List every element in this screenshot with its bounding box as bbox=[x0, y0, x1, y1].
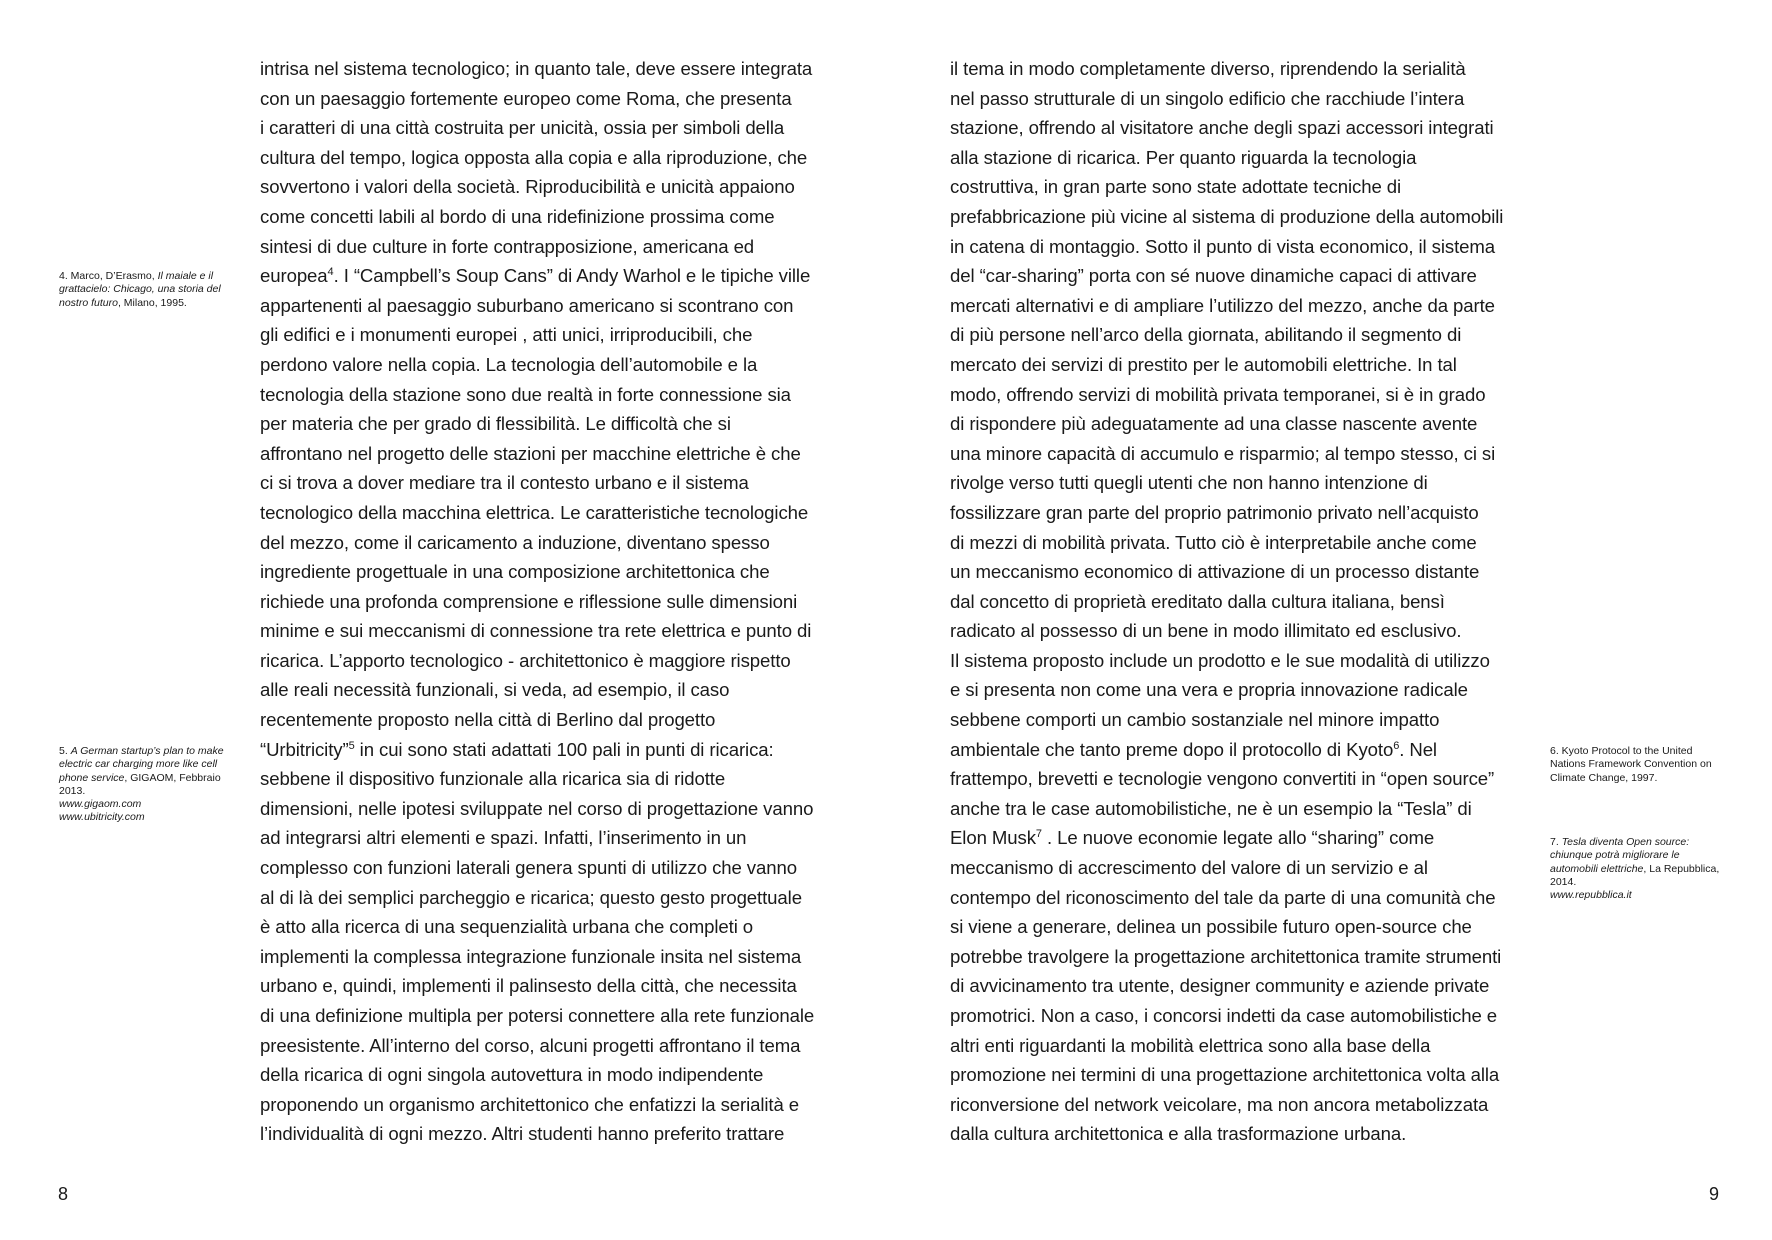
text-line: ingrediente progettuale in una composizione architettonica che bbox=[260, 561, 770, 583]
text-line: i caratteri di una città costruita per unicità, ossia per simboli della bbox=[260, 117, 785, 139]
text-fragment: europea bbox=[260, 265, 328, 287]
text-line: complesso con funzioni laterali genera spunti di utilizzo che vanno bbox=[260, 857, 797, 879]
left-column-body bbox=[260, 54, 835, 1149]
footnote-details: , La Repubblica, 2014. bbox=[1550, 862, 1720, 888]
text-line: tecnologia della stazione sono due realtà in forte connessione sia bbox=[260, 383, 791, 405]
text-line: nel passo strutturale di un singolo edificio che racchiude l’intera bbox=[950, 87, 1465, 109]
footnote-5 bbox=[59, 745, 234, 825]
text-line: del “car-sharing” porta con sé nuove dinamiche capaci di attivare bbox=[950, 265, 1477, 287]
footnote-6 bbox=[1550, 745, 1725, 785]
text-line: con un paesaggio fortemente europeo come Roma, che presenta bbox=[260, 87, 792, 109]
footnote-number: 7. bbox=[1550, 836, 1562, 848]
text-line: ci si trova a dover mediare tra il contesto urbano e il sistema bbox=[260, 472, 749, 494]
page-number-left: 8 bbox=[58, 1184, 69, 1204]
page-number-right: 9 bbox=[1709, 1184, 1720, 1204]
text-line: ricarica. L’apporto tecnologico - architettonico è maggiore rispetto bbox=[260, 649, 791, 671]
text-line: per materia che per grado di flessibilità. Le difficoltà che si bbox=[260, 413, 731, 435]
text-line: dimensioni, nelle ipotesi sviluppate nel corso di progettazione vanno bbox=[260, 797, 814, 819]
right-column-body bbox=[950, 54, 1530, 1149]
text-line: promotrici. Non a caso, i concorsi indetti da case automobilistiche e bbox=[950, 1005, 1498, 1026]
text-line: modo, offrendo servizi di mobilità privata temporanei, si è in grado bbox=[950, 383, 1486, 405]
text-line: tecnologico della macchina elettrica. Le caratteristiche tecnologiche bbox=[260, 501, 809, 523]
text-line: implementi la complessa integrazione funzionale insita nel sistema bbox=[260, 945, 802, 967]
text-line: il tema in modo completamente diverso, riprendendo la serialità bbox=[950, 58, 1466, 79]
text-line: sintesi di due culture in forte contrapposizione, americana ed bbox=[260, 235, 755, 257]
text-line: rivolge verso tutti quegli utenti che non hanno intenzione di bbox=[950, 472, 1428, 494]
text-fragment: ambientale che tanto preme dopo il protocollo di Kyoto bbox=[950, 738, 1394, 760]
footnote-number: 5. bbox=[59, 745, 71, 757]
text-line: un meccanismo economico di attivazione di un processo distante bbox=[950, 561, 1480, 583]
footnote-details: , GIGAOM, Febbraio 2013. bbox=[59, 771, 221, 797]
text-line bbox=[950, 735, 1530, 765]
footnote-link-ubitricity[interactable]: www.ubitricity.com bbox=[59, 811, 145, 824]
text-line: fossilizzare gran parte del proprio patrimonio privato nell’acquisto bbox=[950, 501, 1479, 523]
text-line: di più persone nell’arco della giornata, abilitando il segmento di bbox=[950, 324, 1462, 346]
text-fragment: . I “Campbell’s Soup Cans” di Andy Warhol e le tipiche ville bbox=[333, 265, 811, 287]
text-line: radicato al possesso di un bene in modo illimitato ed esclusivo. bbox=[950, 620, 1462, 642]
text-line: altri enti riguardanti la mobilità elettrica sono alla base della bbox=[950, 1034, 1431, 1056]
text-line: come concetti labili al bordo di una ridefinizione prossima come bbox=[260, 205, 775, 227]
text-line: una minore capacità di accumulo e risparmio; al tempo stesso, ci si bbox=[950, 442, 1496, 464]
text-line: in catena di montaggio. Sotto il punto di vista economico, il sistema bbox=[950, 235, 1496, 257]
footnote-ref-4[interactable]: 4 bbox=[327, 265, 334, 278]
text-line: alla stazione di ricarica. Per quanto riguarda la tecnologia bbox=[950, 146, 1417, 168]
text-line: al di là dei semplici parcheggio e ricarica; questo gesto progettuale bbox=[260, 886, 802, 908]
text-line: recentemente proposto nella città di Berlino dal progetto bbox=[260, 709, 716, 731]
text-line: dal concetto di proprietà ereditato dalla cultura italiana, bensì bbox=[950, 590, 1445, 612]
text-line: cultura del tempo, logica opposta alla copia e alla riproduzione, che bbox=[260, 146, 808, 168]
text-line: sebbene il dispositivo funzionale alla ricarica sia di ridotte bbox=[260, 768, 726, 790]
text-line: contempo del riconoscimento del tale da parte di una comunità che bbox=[950, 886, 1496, 908]
footnote-title: Tesla diventa Open source: chiunque potrà migliorare le automobili elettriche bbox=[1550, 836, 1690, 875]
footnote-ref-6[interactable]: 6 bbox=[1393, 739, 1400, 752]
footnote-number: 4. Marco, D’Erasmo, bbox=[59, 270, 158, 282]
footnote-ref-7[interactable]: 7 bbox=[1035, 828, 1042, 841]
text-line: della ricarica di ogni singola autovettura in modo indipendente bbox=[260, 1064, 764, 1086]
text-line: urbano e, quindi, implementi il palinsesto della città, che necessita bbox=[260, 975, 797, 997]
text-line: perdono valore nella copia. La tecnologia dell’automobile e la bbox=[260, 353, 758, 375]
text-line: prefabbricazione più vicine al sistema di produzione della automobili bbox=[950, 205, 1504, 227]
text-line: mercato dei servizi di prestito per le automobili elettriche. In tal bbox=[950, 353, 1457, 375]
text-line bbox=[260, 261, 835, 291]
text-line: di una definizione multipla per potersi connettere alla rete funzionale bbox=[260, 1005, 815, 1026]
text-line: affrontano nel progetto delle stazioni per macchine elettriche è che bbox=[260, 442, 801, 464]
footnote-7 bbox=[1550, 836, 1725, 902]
text-line: di rispondere più adeguatamente ad una classe nascente avente bbox=[950, 413, 1478, 435]
footnote-details: , Milano, 1995. bbox=[117, 296, 187, 309]
footnote-title: Il maiale e il grattacielo: Chicago, una storia del nostro futuro bbox=[59, 270, 221, 309]
text-line: appartenenti al paesaggio suburbano americano si scontrano con bbox=[260, 294, 794, 316]
text-line: proponendo un organismo architettonico che enfatizzi la serialità e bbox=[260, 1093, 800, 1115]
footnote-4 bbox=[59, 270, 234, 310]
text-line: potrebbe travolgere la progettazione architettonica tramite strumenti bbox=[950, 945, 1502, 967]
text-line: mercati alternativi e di ampliare l’utilizzo del mezzo, anche da parte bbox=[950, 294, 1495, 316]
text-line: frattempo, brevetti e tecnologie vengono convertiti in “open source” bbox=[950, 768, 1495, 790]
footnote-text: 6. Kyoto Protocol to the United Nations Framework Convention on Climate Change, 1997. bbox=[1550, 745, 1712, 784]
text-line bbox=[260, 735, 835, 765]
text-line: alle reali necessità funzionali, si veda, ad esempio, il caso bbox=[260, 679, 730, 701]
footnote-link-repubblica[interactable]: www.repubblica.it bbox=[1550, 889, 1632, 902]
text-line: l’individualità di ogni mezzo. Altri studenti hanno preferito trattare bbox=[260, 1123, 785, 1145]
text-fragment: in cui sono stati adattati 100 pali in punti di ricarica: bbox=[354, 738, 774, 760]
text-line: costruttiva, in gran parte sono state adottate tecniche di bbox=[950, 176, 1402, 198]
text-line: si viene a generare, delinea un possibile futuro open-source che bbox=[950, 916, 1472, 938]
footnote-link-gigaom[interactable]: www.gigaom.com bbox=[59, 798, 142, 811]
text-line: richiede una profonda comprensione e riflessione sulle dimensioni bbox=[260, 590, 798, 612]
footnote-title: A German startup’s plan to make electric car charging more like cell phone service bbox=[59, 745, 224, 784]
text-line: del mezzo, come il caricamento a induzione, diventano spesso bbox=[260, 531, 770, 553]
text-fragment: . Le nuove economie legate allo “sharing” come bbox=[1041, 827, 1435, 849]
text-line: ad integrarsi altri elementi e spazi. Infatti, l’inserimento in un bbox=[260, 827, 747, 849]
text-line: intrisa nel sistema tecnologico; in quanto tale, deve essere integrata bbox=[260, 58, 813, 79]
text-line: sovvertono i valori della società. Riproducibilità e unicità appaiono bbox=[260, 176, 795, 198]
text-line bbox=[950, 823, 1530, 853]
text-line: di avvicinamento tra utente, designer community e aziende private bbox=[950, 975, 1490, 997]
text-line: è atto alla ricerca di una sequenzialità urbana che completi o bbox=[260, 916, 754, 938]
text-line: preesistente. All’interno del corso, alcuni progetti affrontano il tema bbox=[260, 1034, 801, 1056]
text-line: e si presenta non come una vera e propria innovazione radicale bbox=[950, 679, 1468, 701]
text-line: stazione, offrendo al visitatore anche degli spazi accessori integrati bbox=[950, 117, 1494, 139]
text-line: Il sistema proposto include un prodotto e le sue modalità di utilizzo bbox=[950, 649, 1490, 671]
text-fragment: “Urbitricity” bbox=[260, 738, 349, 760]
text-fragment: . Nel bbox=[1399, 738, 1437, 760]
text-line: riconversione del network veicolare, ma non ancora metabolizzata bbox=[950, 1093, 1489, 1115]
text-line: meccanismo di accrescimento del valore di un servizio e al bbox=[950, 857, 1428, 879]
text-line: gli edifici e i monumenti europei , atti unici, irriproducibili, che bbox=[260, 324, 753, 346]
text-fragment: Elon Musk bbox=[950, 827, 1036, 849]
text-line: dalla cultura architettonica e alla trasformazione urbana. bbox=[950, 1123, 1407, 1145]
text-line: minime e sui meccanismi di connessione tra rete elettrica e punto di bbox=[260, 620, 812, 642]
text-line: sebbene comporti un cambio sostanziale nel minore impatto bbox=[950, 709, 1440, 731]
text-line: anche tra le case automobilistiche, ne è un esempio la “Tesla” di bbox=[950, 797, 1472, 819]
footnote-ref-5[interactable]: 5 bbox=[348, 739, 355, 752]
text-line: di mezzi di mobilità privata. Tutto ciò è interpretabile anche come bbox=[950, 531, 1477, 553]
text-line: promozione nei termini di una progettazione architettonica volta alla bbox=[950, 1064, 1500, 1086]
